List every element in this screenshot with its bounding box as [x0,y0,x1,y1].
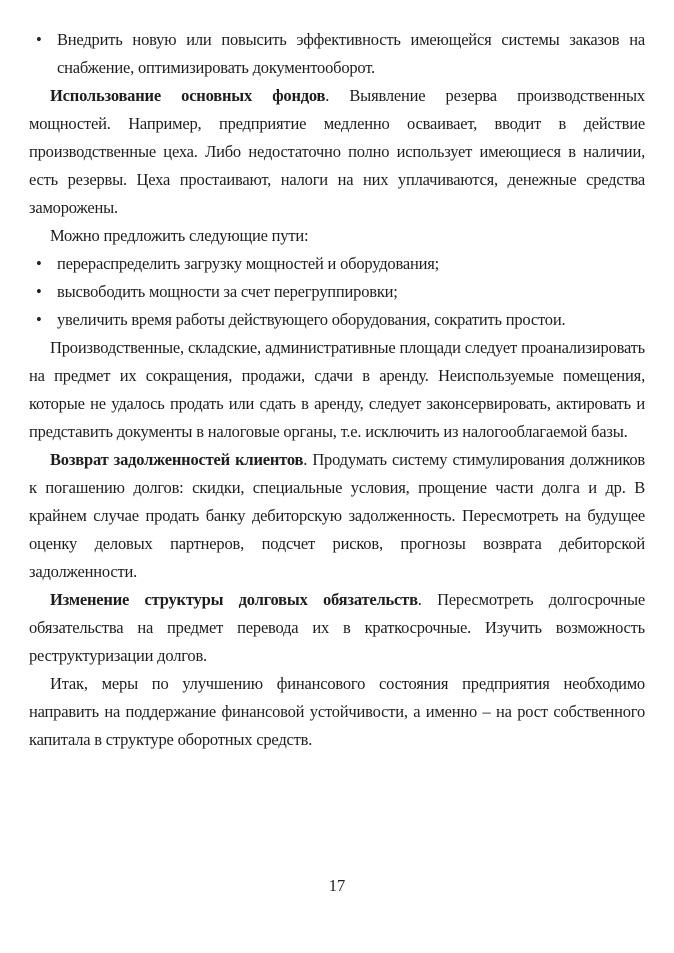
paragraph-bold-lead: Изменение структуры долговых обязательств [50,590,418,609]
bullet-icon: • [36,310,42,329]
paragraph [29,586,645,670]
paragraph-text: Производственные, складские, административные площади следует проанализировать на предмет их сокращения, продажи, сдачи в аренду. Неиспользуемые помещения, которые не удалось продать или сдать в аренду, следует законсервировать, актировать и представить документы в налоговые органы, т.е. исключить из налогооблагаемой базы. [29,338,645,441]
bullet-icon: • [36,254,42,273]
paragraph-bold-lead: Использование основных фондов [50,86,326,105]
paragraph-text: Итак, меры по улучшению финансового состояния предприятия необходимо направить на поддержание финансовой устойчивости, а именно – на рост собственного капитала в структуре оборотных средств. [29,674,645,749]
paragraph-text: . Продумать систему стимулирования должников к погашению долгов: скидки, специальные условия, прощение части долга и др. В крайнем случае продать банку дебиторскую задолженность. Пересмотреть на будущее оценку деловых партнеров, подсчет рисков, прогнозы возврата дебиторской задолженности. [29,450,645,581]
document-content [29,26,645,754]
bullet-icon: • [36,282,42,301]
bullet-list-item [29,306,645,334]
paragraph-text: . Пересмотреть долгосрочные обязательства на предмет перевода их в краткосрочные. Изучить возможность реструктуризации долгов. [29,590,645,665]
bullet-list-item [29,250,645,278]
paragraph [29,446,645,586]
bullet-text: Внедрить новую или повысить эффективность имеющейся системы заказов на снабжение, оптимизировать документооборот. [57,30,645,77]
paragraph [29,82,645,222]
bullet-list-item [29,278,645,306]
bullet-text: перераспределить загрузку мощностей и оборудования; [57,254,439,273]
paragraph [29,670,645,754]
paragraph-bold-lead: Возврат задолженностей клиентов [50,450,304,469]
bullet-icon: • [36,30,42,49]
page-number: 17 [328,876,346,895]
bullet-list-item [29,26,645,82]
paragraph [29,334,645,446]
bullet-text: увеличить время работы действующего оборудования, сократить простои. [57,310,566,329]
bullet-text: высвободить мощности за счет перегруппировки; [57,282,398,301]
paragraph-text: . Выявление резерва производственных мощностей. Например, предприятие медленно осваивает, вводит в действие производственные цеха. Либо недостаточно полно использует имеющиеся в наличии, есть резервы. Цеха простаивают, налоги на них уплачиваются, денежные средства заморожены. [29,86,645,217]
paragraph-text: Можно предложить следующие пути: [50,226,309,245]
paragraph [29,222,645,250]
